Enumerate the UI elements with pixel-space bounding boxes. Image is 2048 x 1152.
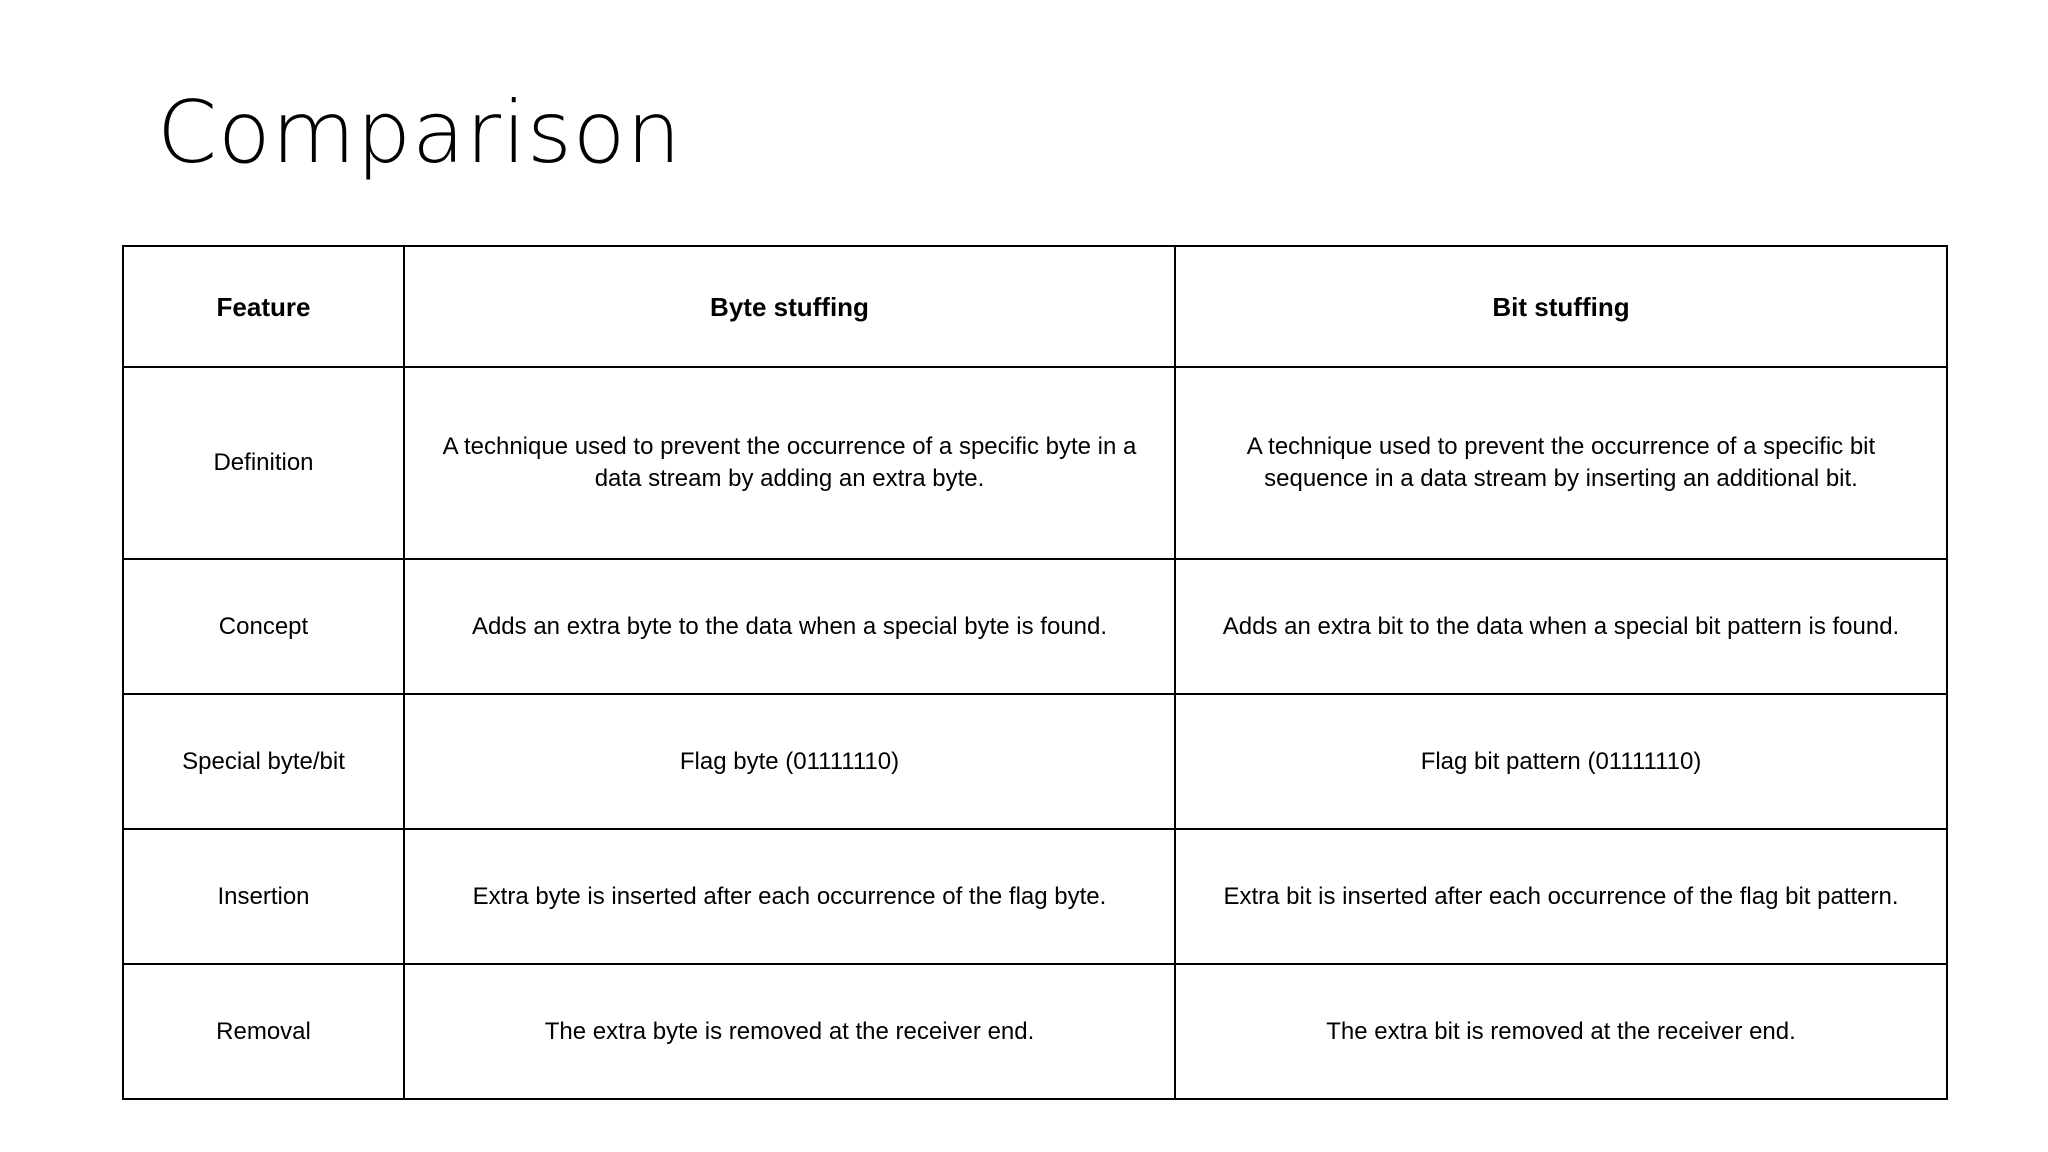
header-feature: Feature (123, 246, 404, 367)
byte-stuffing-cell: Adds an extra byte to the data when a special byte is found. (404, 559, 1175, 694)
bit-stuffing-cell: A technique used to prevent the occurrence of a specific bit sequence in a data stream by inserting an additional bit. (1175, 367, 1947, 559)
feature-cell: Definition (123, 367, 404, 559)
byte-stuffing-cell: A technique used to prevent the occurrence of a specific byte in a data stream by adding an extra byte. (404, 367, 1175, 559)
feature-cell: Insertion (123, 829, 404, 964)
header-bit-stuffing: Bit stuffing (1175, 246, 1947, 367)
table-row (123, 694, 1947, 829)
byte-stuffing-cell: The extra byte is removed at the receiver end. (404, 964, 1175, 1099)
byte-stuffing-cell: Extra byte is inserted after each occurrence of the flag byte. (404, 829, 1175, 964)
table-row (123, 829, 1947, 964)
feature-cell: Special byte/bit (123, 694, 404, 829)
comparison-table (122, 245, 1948, 1100)
bit-stuffing-cell: Extra bit is inserted after each occurrence of the flag bit pattern. (1175, 829, 1947, 964)
byte-stuffing-cell: Flag byte (01111110) (404, 694, 1175, 829)
slide-title: Comparison (157, 83, 682, 183)
table-header-row (123, 246, 1947, 367)
table-row (123, 367, 1947, 559)
feature-cell: Removal (123, 964, 404, 1099)
header-byte-stuffing: Byte stuffing (404, 246, 1175, 367)
bit-stuffing-cell: Adds an extra bit to the data when a special bit pattern is found. (1175, 559, 1947, 694)
feature-cell: Concept (123, 559, 404, 694)
bit-stuffing-cell: Flag bit pattern (01111110) (1175, 694, 1947, 829)
table-row (123, 964, 1947, 1099)
table-row (123, 559, 1947, 694)
bit-stuffing-cell: The extra bit is removed at the receiver end. (1175, 964, 1947, 1099)
